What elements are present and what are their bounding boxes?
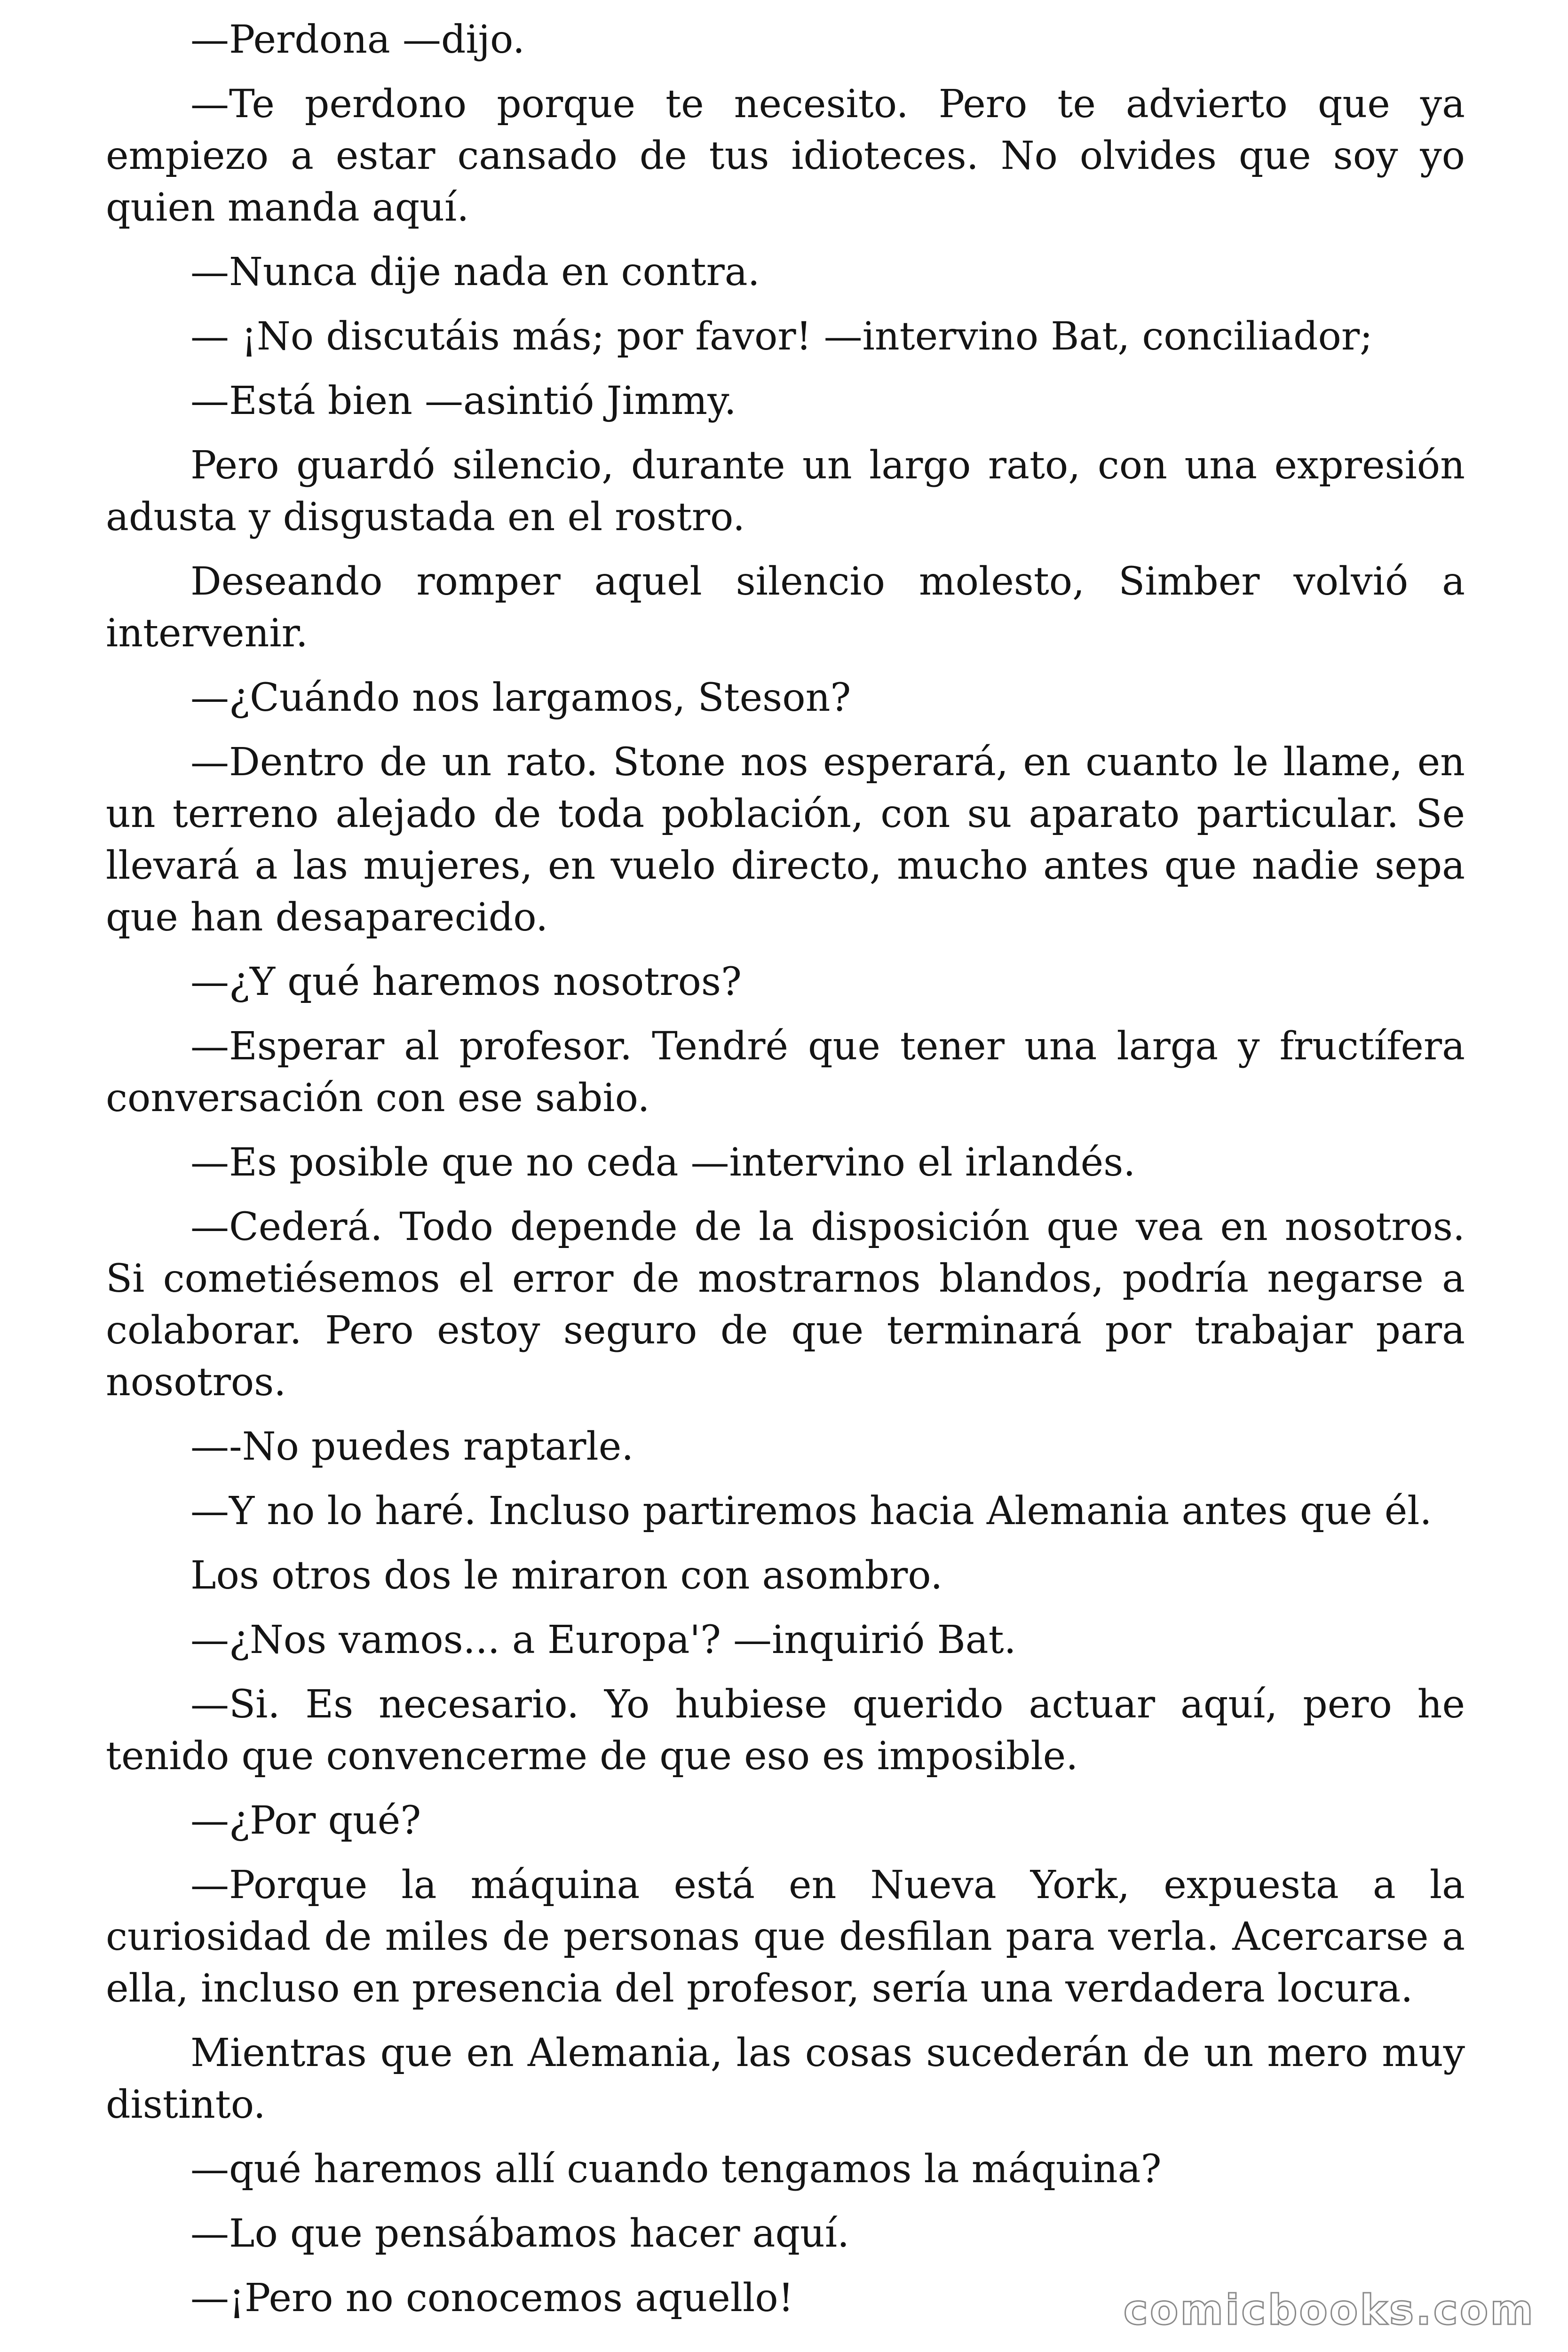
paragraph: —Te perdono porque te necesito. Pero te advierto que ya empiezo a estar cansado de tus idioteces. No olvides que soy yo quien manda aquí. [106, 82, 1465, 230]
paragraph: —¡Pero no conocemos aquello! [190, 2276, 794, 2320]
page-text [106, 14, 1465, 2337]
paragraph: —Es posible que no ceda —intervino el irlandés. [190, 1140, 1136, 1185]
paragraph: — ¡No discutáis más; por favor! —intervino Bat, conciliador; [190, 314, 1373, 359]
watermark: comicbooks.com [1123, 2286, 1535, 2334]
paragraph: Pero guardó silencio, durante un largo rato, con una expresión adusta y disgustada en el rostro. [106, 443, 1465, 540]
paragraph: —Cederá. Todo depende de la disposición que vea en nosotros. Si cometiésemos el error de mostrarnos blandos, podría negarse a colaborar. Pero estoy seguro de que terminará por trabajar para nosotros. [106, 1205, 1465, 1405]
paragraph: —¿Nos vamos... a Europa'? —inquirió Bat. [190, 1618, 1016, 1662]
paragraph: —¿Por qué? [190, 1798, 421, 1843]
paragraph: —Porque la máquina está en Nueva York, expuesta a la curiosidad de miles de personas que desfilan para verla. Acercarse a ella, incluso en presencia del profesor, sería una verdadera locura. [106, 1863, 1465, 2011]
paragraph: —Si. Es necesario. Yo hubiese querido actuar aquí, pero he tenido que convencerme de que eso es imposible. [106, 1682, 1465, 1779]
paragraph: Mientras que en Alemania, las cosas sucederán de un mero muy distinto. [106, 2031, 1465, 2127]
paragraph: Deseando romper aquel silencio molesto, Simber volvió a intervenir. [106, 559, 1465, 656]
paragraph: —-No puedes raptarle. [190, 1424, 634, 1469]
paragraph: —qué haremos allí cuando tengamos la máquina? [190, 2147, 1162, 2192]
paragraph: —Perdona —dijo. [190, 17, 525, 62]
paragraph: —Está bien —asintió Jimmy. [190, 379, 736, 423]
paragraph: —Esperar al profesor. Tendré que tener una larga y fructífera conversación con ese sabio. [106, 1024, 1465, 1120]
paragraph: —Dentro de un rato. Stone nos esperará, en cuanto le llame, en un terreno alejado de toda población, con su aparato particular. Se llevará a las mujeres, en vuelo directo, mucho antes que nadie sepa que han desaparecido. [106, 740, 1465, 940]
paragraph: —Nunca dije nada en contra. [190, 250, 760, 294]
paragraph: —Y no lo haré. Incluso partiremos hacia Alemania antes que él. [190, 1489, 1432, 1534]
paragraph: Los otros dos le miraron con asombro. [190, 1553, 943, 1598]
paragraph: —¿Cuándo nos largamos, Steson? [190, 675, 851, 720]
paragraph: —Lo que pensábamos hacer aquí. [190, 2211, 850, 2256]
paragraph: —¿Y qué haremos nosotros? [190, 960, 742, 1004]
